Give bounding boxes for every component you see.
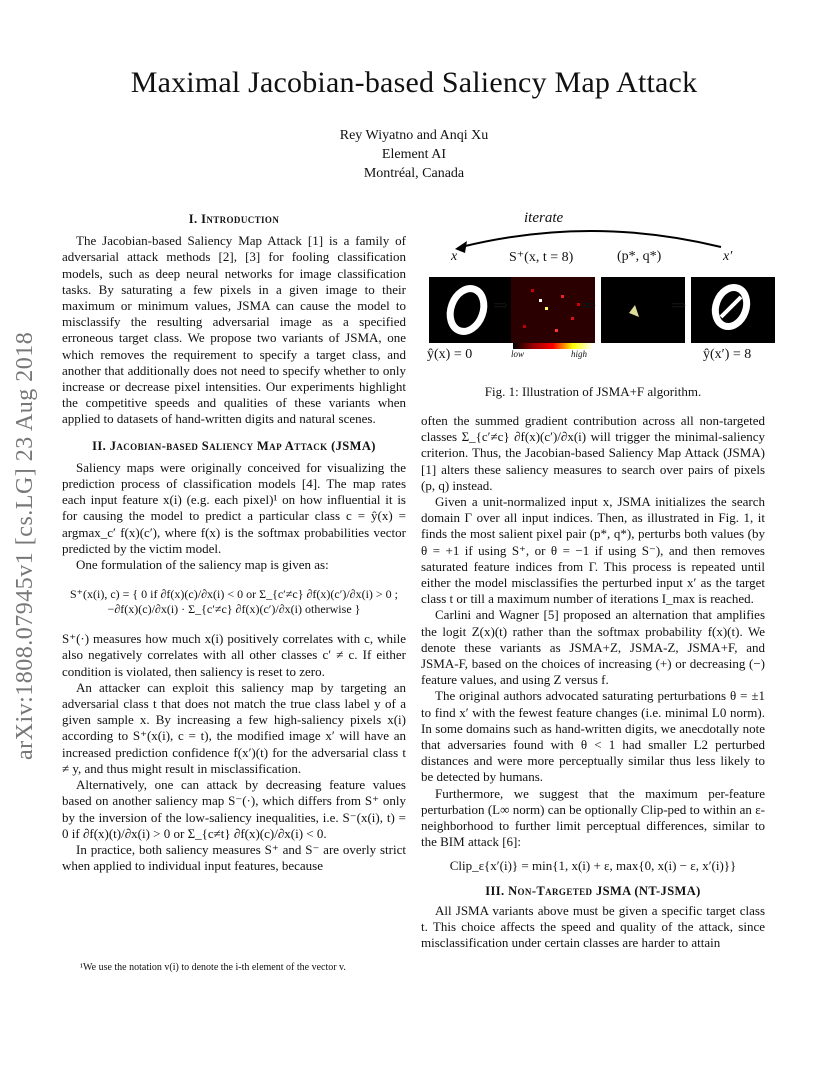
right-paragraph-3: Carlini and Wagner [5] proposed an alternation that amplifies the logit Z(x)(t) rather than the softmax probability f(x)(t). We denote these variants as JSMA+Z, JSMA-Z, JSMA+F, and JSMA-F, based on the choices of increasing (+) or decreasing (−) feature values, and using Z versus f.	[421, 607, 765, 688]
left-column	[62, 211, 406, 874]
label-xprime: x′	[723, 249, 733, 264]
arrow-3: ⇒	[671, 295, 687, 315]
jsma-paragraph-6: In practice, both saliency measures S⁺ and S⁻ are overly strict when applied to individual input features, because	[62, 841, 406, 874]
label-x: x	[451, 249, 458, 264]
jsma-paragraph-5: Alternatively, one can attack by decreasing feature values based on another saliency map S⁻(·), which differs from S⁺ only by the inversion of the low-saliency inequalities, i.e. S⁻(x(i), t) = 0 if ∂f(x)(t)/∂x(i) > 0 or Σ_{c≠t} ∂f(x)(c)/∂x(i) < 0.	[62, 777, 406, 841]
jsma-paragraph-4: An attacker can exploit this saliency map by targeting an adversarial class t that does not match the true class label y of a given sample x. By increasing a few high-saliency pixels x(i) according to S⁺(x(i), c = t), the modified image x′ will have an increased prediction confidence f(x′)(t) for the adversarial class t ≠ y, and thus might result in misclassification.	[62, 679, 406, 776]
location: Montréal, Canada	[363, 166, 465, 181]
prediction-x: ŷ(x) = 0	[427, 347, 473, 362]
label-pq: (p*, q*)	[617, 249, 662, 264]
right-paragraph-4: The original authors advocated saturating perturbations θ = ±1 to find x′ with the fewest feature changes (i.e. minimal L0 norm). In some domains such as hand-written digits, we anecdotally note that adversaries found with θ < 1 had smaller L2 perturbed distances and were more perceptually similar thus less likely to be detected by humans.	[421, 688, 765, 785]
paper-title: Maximal Jacobian-based Saliency Map Attack	[130, 66, 698, 99]
jsma-paragraph-3: S⁺(·) measures how much x(i) positively correlates with c, while also negatively correlates with all other classes c′ ≠ c. If either condition is violated, then saliency is reset to zero.	[62, 631, 406, 679]
authors: Rey Wiyatno and Anqi Xu	[339, 128, 489, 143]
iterate-label: iterate	[524, 210, 564, 226]
label-saliency: S⁺(x, t = 8)	[509, 250, 574, 265]
figure-caption: Fig. 1: Illustration of JSMA+F algorithm.	[484, 384, 702, 399]
arrow-1: ⇒	[493, 295, 509, 315]
right-paragraph-6: All JSMA variants above must be given a specific target class t. This choice affects the speed and quality of the attack, since misclassification under certain classes are harder to attain	[421, 902, 765, 951]
equation-saliency: S⁺(x(i), c) = { 0 if ∂f(x)(c)/∂x(i) < 0 or Σ_{c′≠c} ∂f(x)(c′)/∂x(i) > 0 ; −∂f(x)(c)/∂x(i) · Σ_{c′≠c} ∂f(x)(c′)/∂x(i) otherwise }	[69, 587, 399, 617]
colorbar-high: high	[571, 349, 588, 359]
equation-clip: Clip_ε{x′(i)} = min{1, x(i) + ε, max{0, x(i) − ε, x′(i)}}	[449, 858, 737, 874]
arrow-2: ⇒	[581, 295, 597, 315]
affiliation: Element AI	[381, 147, 447, 162]
arxiv-stamp: arXiv:1808.07945v1 [cs.LG] 23 Aug 2018	[12, 331, 38, 760]
prediction-xprime: ŷ(x′) = 8	[703, 347, 752, 362]
jsma-paragraph-2: One formulation of the saliency map is given as:	[76, 557, 329, 573]
footnote: ¹We use the notation v(i) to denote the i-th element of the vector v.	[80, 962, 346, 973]
figure-1	[421, 205, 765, 405]
right-paragraph-1: often the summed gradient contribution across all non-targeted classes Σ_{c′≠c} ∂f(x)(c′)/∂x(i) will trigger the minimal-saliency criterion. Thus, the Jacobian-based Saliency Map Attack (JSMA) [1] alters these saliency measures to search over pairs of pixels (p, q) instead.	[421, 413, 765, 493]
adversarial-digit-image	[691, 277, 775, 343]
right-paragraph-2: Given a unit-normalized input x, JSMA initializes the search domain Γ over all input indices. Then, as illustrated in Fig. 1, it finds the most salient pixel pair (p*, q*), perturbs both values (by θ = +1 if using S⁺, or θ = −1 if using S⁻), and then removes saturated feature indices from Γ. This process is repeated until either the model misclassifies the perturbed input x′ as the target class t or till a maximum number of iterations I_max is reached.	[421, 494, 765, 607]
section-heading-nt-jsma: III. Non-Targeted JSMA (NT-JSMA)	[485, 883, 701, 898]
colorbar-low: low	[511, 349, 525, 359]
right-column	[421, 413, 765, 952]
section-heading-jsma: II. Jacobian-based Saliency Map Attack (JSMA)	[92, 438, 376, 453]
right-paragraph-5: Furthermore, we suggest that the maximum per-feature perturbation (L∞ norm) can be optionally Clip-ped to within an ε-neighborhood to further limit perceptual differences, similar to the BIM attack [6]:	[421, 785, 765, 850]
intro-paragraph: The Jacobian-based Saliency Map Attack [1] is a family of adversarial attack methods [2], [3] for fooling classification models, such as deep neural networks for image classification tasks. By saturating a few pixels in a given image to their maximum or minimum values, JSMA can cause the model to misclassify the resulting adversarial image as a specified erroneous target class. We propose two variants of JSMA, one which removes the requirement to specify a target class, and another that additionally does not need to specify whether to only increase or decrease pixel intensities. Our experiments highlight the competitive speeds and qualities of these variants when applied to datasets of hand-written digits and natural scenes.	[62, 233, 406, 427]
author-block	[0, 126, 828, 183]
section-heading-introduction: I. Introduction	[188, 212, 280, 226]
jsma-paragraph-1: Saliency maps were originally conceived for visualizing the prediction process of classification models [4]. The map rates each input feature x(i) (e.g. each pixel)¹ on how influential it is for causing the model to predict a particular class c = ŷ(x) = argmax_c′ f(x)(c′), where f(x) is the softmax probabilities vector predicted by the victim model.	[62, 459, 406, 556]
